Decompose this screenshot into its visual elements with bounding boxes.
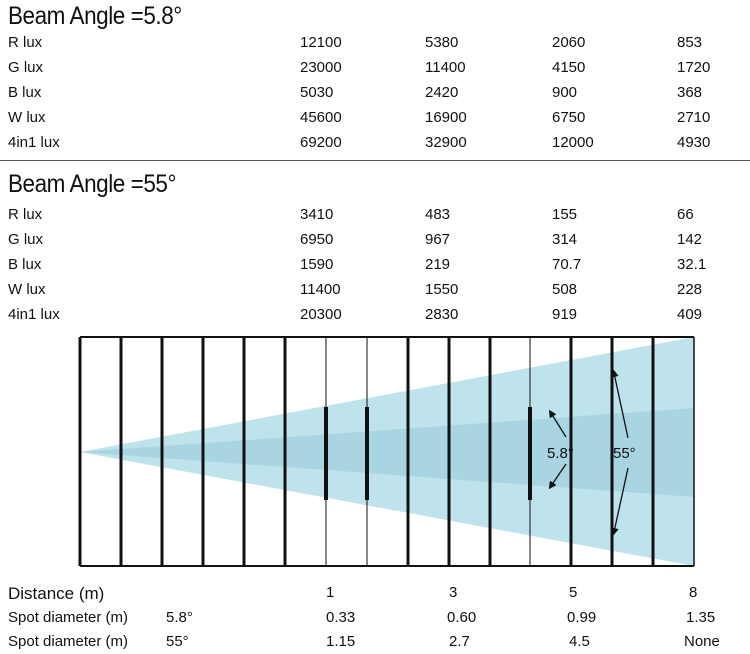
row-value: 23000 [300,59,342,76]
row-value: 5030 [300,84,334,101]
spot-diameter-value: 0.33 [326,609,356,626]
row-label: 4in1 lux [8,306,60,323]
row-value: 3410 [300,206,334,223]
row-value: 508 [552,281,578,298]
spot-diameter-angle: 5.8° [166,609,193,626]
spot-diameter-value: 0.60 [447,609,477,626]
row-value: 314 [552,231,578,248]
row-value: 6750 [552,109,586,126]
narrow-angle-label: 5.8° [547,445,574,462]
row-value: 368 [677,84,703,101]
spot-diameter-value: 1.15 [326,633,356,650]
row-value: 66 [677,206,694,223]
row-value: 1720 [677,59,711,76]
row-value: 900 [552,84,578,101]
spot-diameter-value: 0.99 [567,609,597,626]
row-value: 142 [677,231,703,248]
distance-value: 5 [569,584,578,601]
row-value: 69200 [300,134,342,151]
row-value: 32.1 [677,256,707,273]
row-value: 16900 [425,109,467,126]
spot-diameter-value: 1.35 [686,609,716,626]
row-value: 5380 [425,34,459,51]
spot-diameter-angle: 55° [166,633,189,650]
row-value: 483 [425,206,451,223]
row-label: R lux [8,206,43,223]
row-label: 4in1 lux [8,134,60,151]
spot-diameter-value: 2.7 [449,633,470,650]
distance-value: 3 [449,584,458,601]
distance-value: 1 [326,584,335,601]
spot-diameter-label: Spot diameter (m) [8,633,129,650]
spot-diameter-value: 4.5 [569,633,590,650]
row-label: W lux [8,281,46,298]
row-value: 45600 [300,109,342,126]
distance-value: 8 [689,584,698,601]
row-value: 409 [677,306,703,323]
row-value: 853 [677,34,703,51]
row-value: 1590 [300,256,334,273]
row-label: W lux [8,109,46,126]
row-value: 219 [425,256,451,273]
row-label: G lux [8,59,44,76]
distance-label: Distance (m) [8,584,105,603]
row-value: 4150 [552,59,586,76]
row-value: 228 [677,281,703,298]
row-value: 11400 [300,281,341,298]
spot-diameter-label: Spot diameter (m) [8,609,129,626]
spot-diameter-value: None [684,633,720,650]
row-value: 919 [552,306,578,323]
row-label: B lux [8,256,42,273]
row-value: 32900 [425,134,467,151]
section-title-5-8: Beam Angle =5.8° [8,2,182,30]
row-value: 155 [552,206,578,223]
row-label: G lux [8,231,44,248]
row-value: 12000 [552,134,594,151]
row-value: 4930 [677,134,711,151]
row-label: R lux [8,34,43,51]
row-value: 6950 [300,231,334,248]
section-title-55: Beam Angle =55° [8,170,177,198]
row-value: 70.7 [552,256,582,273]
wide-angle-label: 55° [613,445,636,462]
row-value: 2830 [425,306,459,323]
row-label: B lux [8,84,42,101]
row-value: 2710 [677,109,711,126]
row-value: 967 [425,231,451,248]
row-value: 1550 [425,281,459,298]
row-value: 2420 [425,84,459,101]
row-value: 12100 [300,34,342,51]
row-value: 20300 [300,306,342,323]
row-value: 2060 [552,34,586,51]
row-value: 11400 [425,59,466,76]
